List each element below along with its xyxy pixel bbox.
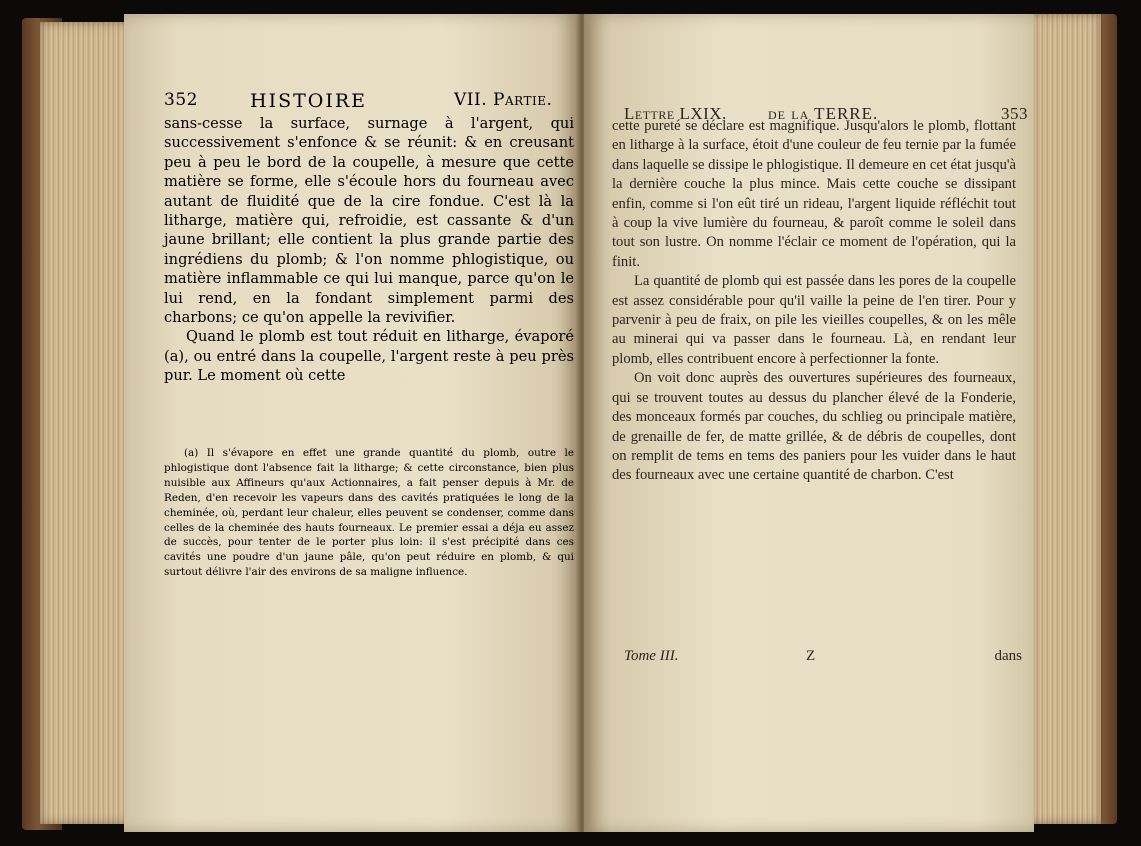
- right-body-text: [612, 117, 1016, 486]
- right-paragraph-2: La quantité de plomb qui est passée dans les pores de la coupelle est assez considérable pour qu'il vaille la peine de l'en tirer. Pour y parvenir à peu de fraix, on pile les vieilles coupelles, & on les mêle au minerai qui va passer dans le fourneau. Là, en rendant leur plomb, elles contribuent encore à perfectionner la fonte.: [612, 273, 1016, 367]
- right-letter-label: Lettre LXIX.: [624, 104, 727, 123]
- left-running-head: [164, 90, 576, 112]
- right-running-title: de la TERRE.: [768, 104, 879, 123]
- left-paragraph-1: sans-cesse la surface, surnage à l'argent, qui successivement s'enfonce & se réunit: & en creusant peu à peu le bord de la coupelle, à mesure que cette matière se forme, elle s'écoule hors du fourneau avec autant de fluidité que de la cire fondue. C'est là la litharge, matière qui, refroidie, est cassante & d'un jaune brillant; elle contient la plus grande partie des ingrédiens du plomb; & l'on nomme phlogistique, ou matière inflammable ce qui lui manque, parce qu'on le lui rend, en la fondant simplement parmi des charbons; ce qu'on appelle la revivifier.: [164, 115, 574, 327]
- left-footnote: (a) Il s'évapore en effet une grande quantité du plomb, outre le phlogistique dont l'absence fait la litharge; & cette circonstance, bien plus nuisible aux Affineurs qu'aux Actionnaires, a fait penser depuis à Mr. de Reden, d'en recevoir les vapeurs dans des cavités pratiquées le long de la cheminée, où, perdant leur chaleur, elles peuvent se condenser, comme dans celles de la cheminée des hauts fourneaux. Le premier essai a déja eu assez de succès, pour tenter de le porter plus loin: il s'est précipité dans ces cavités une poudre d'un jaune pâle, qu'on peut réduire en plomb, & qui surtout délivre l'air des environs de sa maligne influence.: [164, 447, 574, 579]
- left-paragraph-2: Quand le plomb est tout réduit en litharge, évaporé (a), ou entré dans la coupelle, l'argent reste à peu près pur. Le moment où cette: [164, 328, 574, 385]
- left-body-text: [164, 114, 574, 386]
- left-running-title: HISTOIRE: [250, 90, 368, 112]
- left-page-number: 352: [164, 90, 198, 110]
- right-page: [584, 14, 1034, 832]
- footer-signature: Z: [806, 648, 816, 664]
- right-page-footer: [624, 648, 1022, 668]
- right-paragraph-3: On voit donc auprès des ouvertures supérieures des fourneaux, qui se trouvent toutes au dessus du plancher élevé de la Fonderie, des monceaux formés par couches, du schlieg ou principale matière, de grenaille de fer, de matte grillée, & de débris de coupelles, dont on remplit de tems en tems des paniers pour les vuider dans le haut des fourneaux avec une certaine quantité de charbon. C'est: [612, 370, 1016, 484]
- right-page-edges: [1029, 14, 1101, 824]
- footer-volume: Tome III.: [624, 648, 679, 664]
- footer-catchword: dans: [994, 648, 1022, 664]
- right-paragraph-1: cette pureté se déclare est magnifique. Jusqu'alors le plomb, flottant en litharge à la surface, étoit d'une couleur de feu ternie par la fumée dans laquelle se dissipe le phlogistique. Il demeure en cet état jusqu'à la dernière couche la plus mince. Mais cette couche se dissipant enfin, comme si l'on eût tiré un rideau, l'argent liquide réfléchit tout à coup la vive lumière du fourneau, & paroît comme le soleil dans tout son lustre. On nomme l'éclair ce moment de l'opération, qui la finit.: [612, 118, 1016, 270]
- left-section-label: VII. Partie.: [454, 90, 553, 110]
- right-page-number: 353: [1001, 104, 1028, 123]
